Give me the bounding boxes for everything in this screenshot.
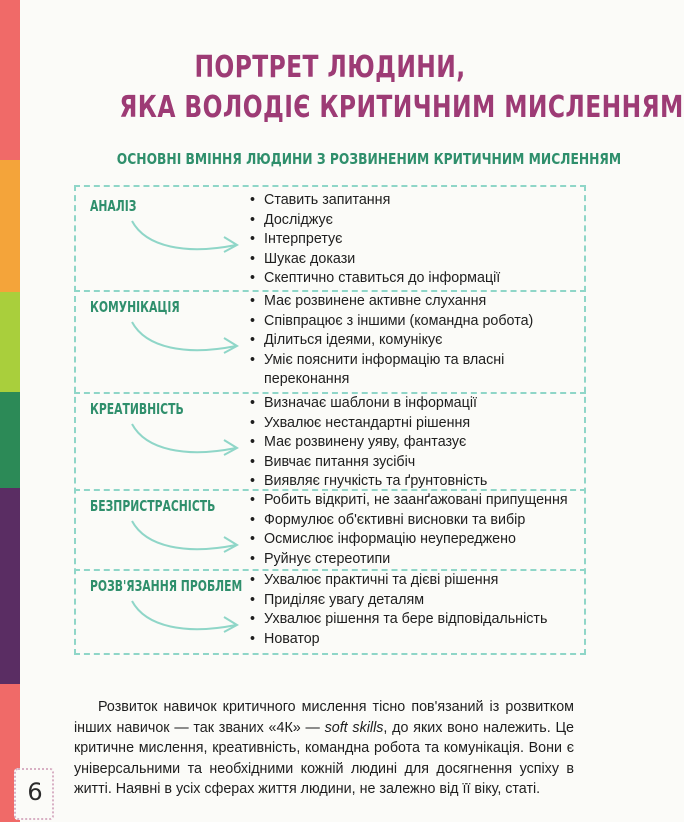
skill-items bbox=[250, 191, 580, 289]
list-item: • Скептично ставиться до інформації bbox=[250, 269, 580, 289]
skill-row-impartiality bbox=[74, 489, 586, 569]
skill-items bbox=[250, 292, 580, 390]
page-title-line-1: ПОРТРЕТ ЛЮДИНИ, bbox=[194, 50, 466, 85]
skill-label: РОЗВ'ЯЗАННЯ ПРОБЛЕМ bbox=[90, 577, 243, 595]
list-item: • Ухвалює нестандартні рішення bbox=[250, 414, 580, 434]
list-item: • Руйнує стереотипи bbox=[250, 550, 580, 570]
list-item: • Ділиться ідеями, комунікує bbox=[250, 331, 580, 351]
list-item: • Має розвинену уяву, фантазує bbox=[250, 433, 580, 453]
skill-items bbox=[250, 491, 580, 569]
skill-label: КОМУНІКАЦІЯ bbox=[90, 298, 180, 316]
skill-label: АНАЛІЗ bbox=[90, 197, 137, 215]
list-item: • Робить відкриті, не заанґажовані припущення bbox=[250, 491, 580, 511]
list-item: • Має розвинене активне слухання bbox=[250, 292, 580, 312]
list-item: • Шукає докази bbox=[250, 250, 580, 270]
list-item: • Інтерпретує bbox=[250, 230, 580, 250]
paragraph-text-2: , до яких воно належить. Це критичне мислення, креативність, командна робота та комунікація. Вони є універсальними та необхідними кожній людині для досягнення успіху в житті. Наявні в усіх сферах життя людини, не залежно від її віку, статі. bbox=[74, 719, 574, 798]
curved-arrow-icon bbox=[126, 597, 246, 637]
list-item: • Досліджує bbox=[250, 211, 580, 231]
list-item: • Формулює об'єктивні висновки та вибір bbox=[250, 511, 580, 531]
skill-items bbox=[250, 394, 580, 492]
color-stripe-red bbox=[0, 0, 20, 160]
skill-label: БЕЗПРИСТРАСНІСТЬ bbox=[90, 497, 216, 515]
skill-label: КРЕАТИВНІСТЬ bbox=[90, 400, 184, 418]
curved-arrow-icon bbox=[126, 517, 246, 557]
color-stripe-lime bbox=[0, 292, 20, 392]
list-item: • Співпрацює з іншими (командна робота) bbox=[250, 312, 580, 332]
page-number: 6 bbox=[27, 778, 43, 806]
color-stripe-orange bbox=[0, 160, 20, 292]
paragraph-italic: soft skills bbox=[324, 719, 384, 736]
curved-arrow-icon bbox=[126, 420, 246, 460]
section-subtitle: ОСНОВНІ ВМІННЯ ЛЮДИНИ З РОЗВИНЕНИМ КРИТИЧНИМ МИСЛЕННЯМ bbox=[116, 150, 622, 168]
list-item: • Вивчає питання зусібіч bbox=[250, 453, 580, 473]
body-paragraph bbox=[74, 697, 574, 800]
list-item: • Уміє пояснити інформацію та власні переконання bbox=[250, 351, 580, 390]
skill-items bbox=[250, 571, 580, 649]
skill-row-creativity bbox=[74, 392, 586, 490]
color-stripe-green bbox=[0, 392, 20, 488]
list-item: • Ставить запитання bbox=[250, 191, 580, 211]
skill-row-analysis bbox=[74, 189, 586, 289]
list-item: • Визначає шаблони в інформації bbox=[250, 394, 580, 414]
paragraph-text-1: Розвиток навичок критичного мислення тісно пов'язаний із розвитком інших навичок — так званих «4К» — bbox=[74, 699, 574, 736]
list-item: • Новатор bbox=[250, 630, 580, 650]
curved-arrow-icon bbox=[126, 217, 246, 257]
skill-row-communication bbox=[74, 290, 586, 390]
list-item: • Ухвалює рішення та бере відповідальність bbox=[250, 610, 580, 630]
list-item: • Ухвалює практичні та дієві рішення bbox=[250, 571, 580, 591]
curved-arrow-icon bbox=[126, 318, 246, 358]
color-stripe-purple bbox=[0, 488, 20, 684]
skill-row-problem-solving bbox=[74, 569, 586, 653]
page-title-line-2: ЯКА ВОЛОДІЄ КРИТИЧНИМ МИСЛЕННЯМ bbox=[119, 90, 684, 125]
list-item: • Осмислює інформацію неупереджено bbox=[250, 530, 580, 550]
list-item: • Виявляє гнучкість та ґрунтовність bbox=[250, 472, 580, 492]
list-item: • Приділяє увагу деталям bbox=[250, 591, 580, 611]
